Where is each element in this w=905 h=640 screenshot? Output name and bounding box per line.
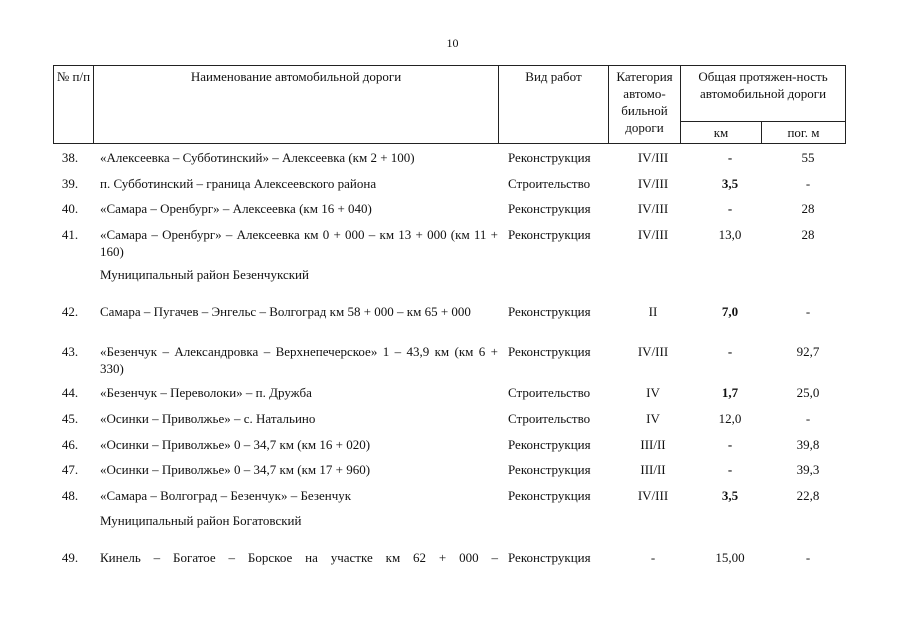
header-length: Общая протяжен-ность автомобильной дороги — [681, 66, 846, 122]
header-name: Наименование автомобильной дороги — [94, 66, 499, 144]
header-num: № п/п — [54, 66, 94, 144]
table-header — [53, 65, 846, 144]
header-km: км — [681, 122, 762, 144]
section-heading: Муниципальный район Безенчукский — [100, 267, 309, 282]
header-pogm: пог. м — [762, 122, 846, 144]
page-number: 10 — [446, 36, 459, 50]
section-heading: Муниципальный район Богатовский — [100, 513, 302, 528]
header-work: Вид работ — [499, 66, 609, 144]
header-category: Категория автомо-бильной дороги — [609, 66, 681, 144]
